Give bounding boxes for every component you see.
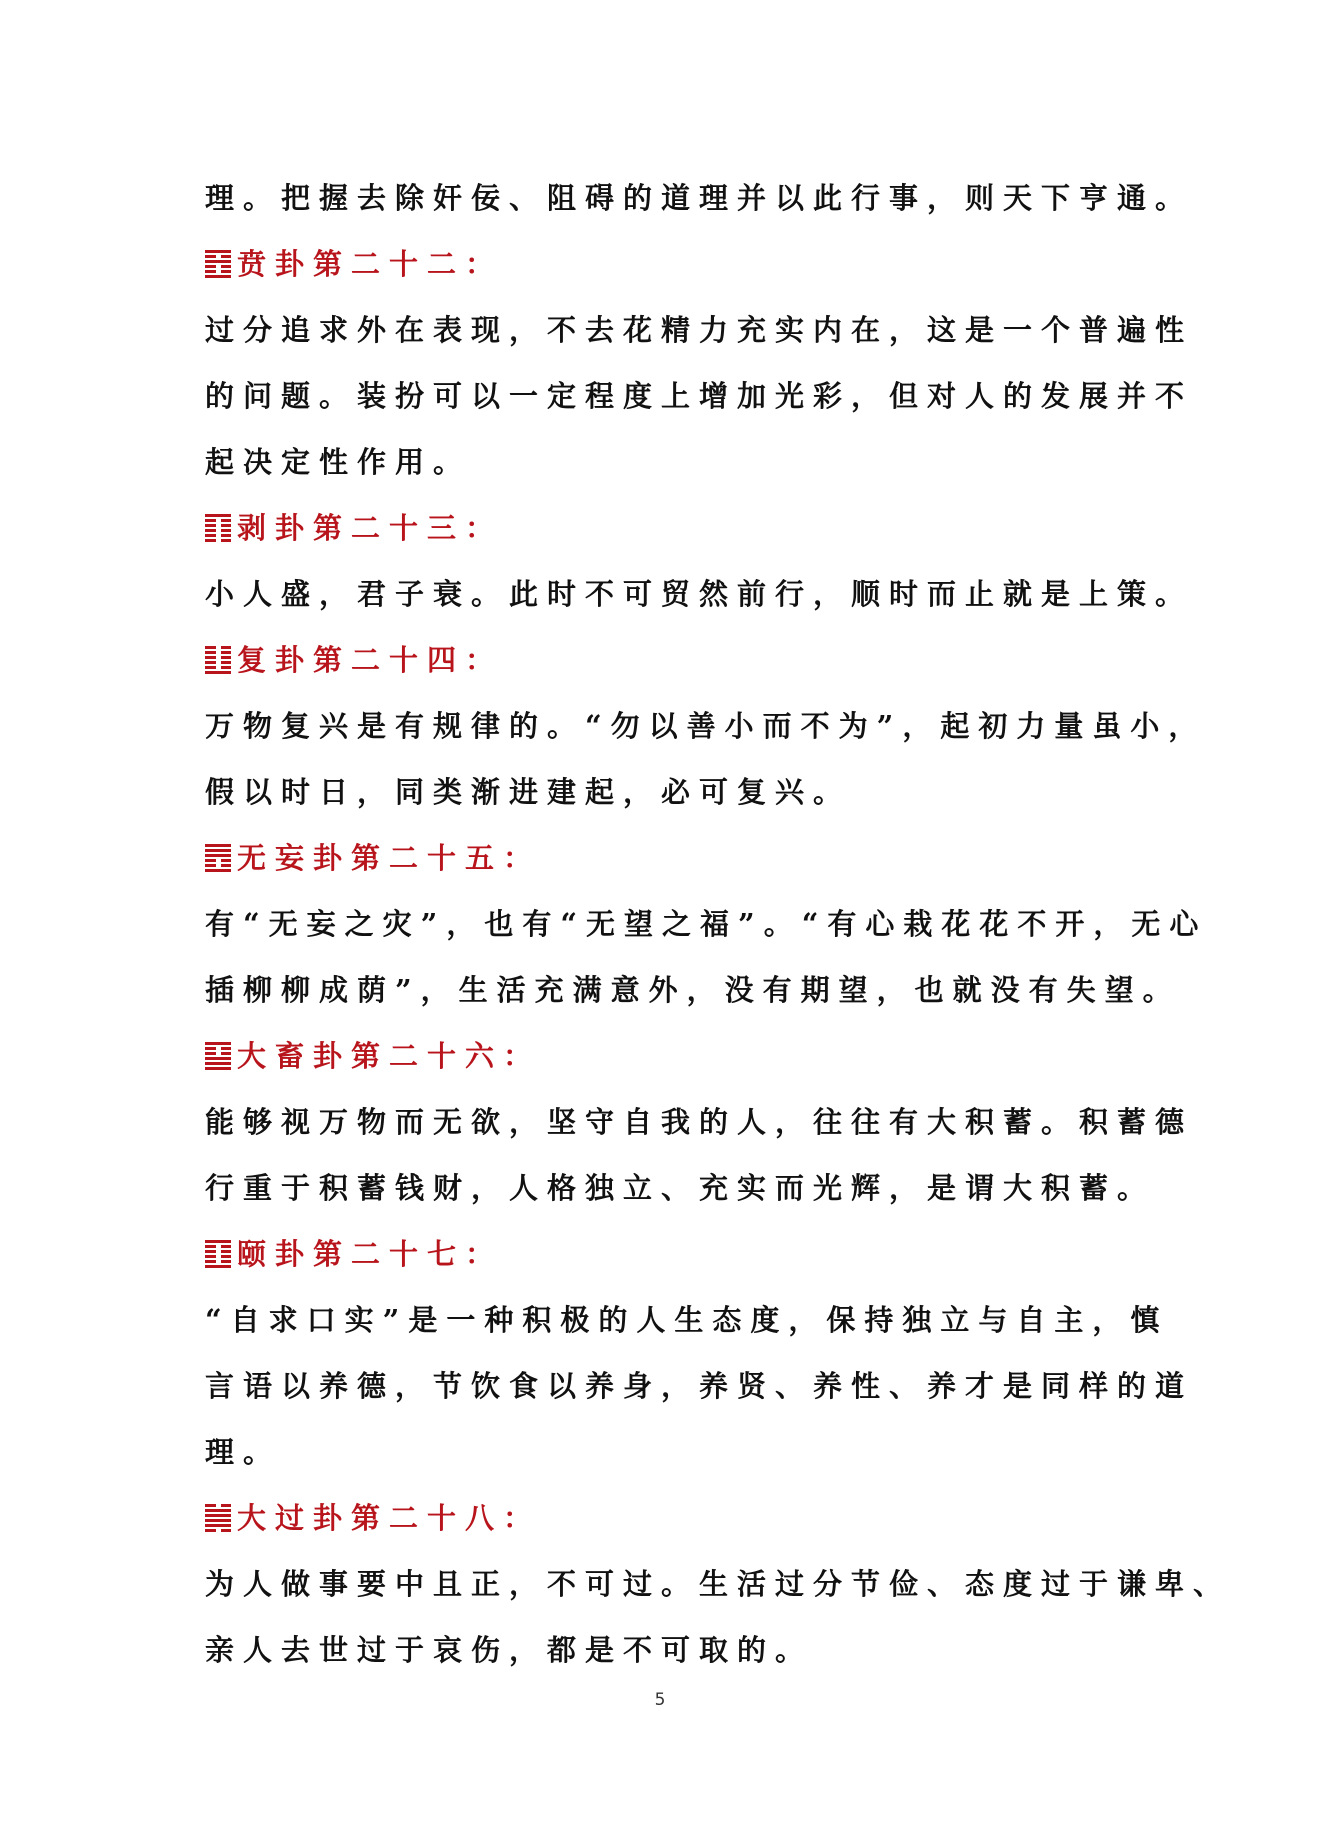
solid-line-icon [205, 514, 231, 517]
section-heading [205, 627, 1125, 693]
solid-line-icon [205, 844, 231, 847]
broken-line-icon [205, 1245, 231, 1248]
section-heading [205, 1485, 1125, 1551]
paragraph-line: 行重于积蓄钱财，人格独立、充实而光辉，是谓大积蓄。 [205, 1171, 1156, 1205]
section-heading-text: 大畜卦第二十六： [237, 1039, 542, 1073]
paragraph-line: 小人盛，君子衰。此时不可贸然前行，顺时而止就是上策。 [205, 577, 1194, 611]
paragraph-line: “自求口实”是一种积极的人生态度，保持独立与自主，慎 [205, 1303, 1169, 1337]
solid-line-icon [205, 849, 231, 852]
hexagram-icon [205, 250, 231, 278]
solid-line-icon [205, 1042, 231, 1045]
broken-line-icon [205, 656, 231, 659]
section-heading [205, 495, 1125, 561]
section-heading-text: 颐卦第二十七： [237, 1237, 504, 1271]
paragraph-line: 插柳柳成荫”，生活充满意外，没有期望，也就没有失望。 [205, 973, 1181, 1007]
section-heading-text: 复卦第二十四： [237, 643, 504, 677]
paragraph-line: 能够视万物而无欲，坚守自我的人，往往有大积蓄。积蓄德 [205, 1105, 1194, 1139]
solid-line-icon [205, 1067, 231, 1070]
broken-line-icon [205, 1047, 231, 1050]
broken-line-icon [205, 1250, 231, 1253]
paragraph-line: 万物复兴是有规律的。“勿以善小而不为”，起初力量虽小， [205, 709, 1207, 743]
solid-line-icon [205, 1519, 231, 1522]
broken-line-icon [205, 519, 231, 522]
paragraph-line: 过分追求外在表现，不去花精力充实内在，这是一个普遍性 [205, 313, 1194, 347]
section-heading-text: 贲卦第二十二： [237, 247, 504, 281]
broken-line-icon [205, 651, 231, 654]
broken-line-icon [205, 859, 231, 862]
section-heading-text: 无妄卦第二十五： [237, 841, 542, 875]
broken-line-icon [205, 524, 231, 527]
paragraph-line: 理。 [205, 1435, 282, 1469]
broken-line-icon [205, 270, 231, 273]
broken-line-icon [205, 1504, 231, 1507]
section-heading [205, 1221, 1125, 1287]
hexagram-icon [205, 844, 231, 872]
broken-line-icon [205, 534, 231, 537]
broken-line-icon [205, 666, 231, 669]
broken-line-icon [205, 646, 231, 649]
hexagram-icon [205, 514, 231, 542]
hexagram-icon [205, 646, 231, 674]
hexagram-icon [205, 1042, 231, 1070]
broken-line-icon [205, 1052, 231, 1055]
solid-line-icon [205, 260, 231, 263]
paragraph-line: 的问题。装扮可以一定程度上增加光彩，但对人的发展并不 [205, 379, 1194, 413]
solid-line-icon [205, 1057, 231, 1060]
solid-line-icon [205, 1265, 231, 1268]
broken-line-icon [205, 661, 231, 664]
solid-line-icon [205, 1240, 231, 1243]
paragraph-line: 有“无妄之灾”，也有“无望之福”。“有心栽花花不开，无心 [205, 907, 1208, 941]
paragraph-line: 言语以养德，节饮食以养身，养贤、养性、养才是同样的道 [205, 1369, 1194, 1403]
broken-line-icon [205, 255, 231, 258]
sections-container [205, 231, 1232, 1683]
solid-line-icon [205, 250, 231, 253]
solid-line-icon [205, 1062, 231, 1065]
hexagram-icon [205, 1504, 231, 1532]
solid-line-icon [205, 854, 231, 857]
broken-line-icon [205, 1255, 231, 1258]
paragraph-line: 为人做事要中且正，不可过。生活过分节俭、态度过于谦卑、 [205, 1567, 1232, 1601]
solid-line-icon [205, 1509, 231, 1512]
broken-line-icon [205, 265, 231, 268]
solid-line-icon [205, 671, 231, 674]
paragraph-line: 起决定性作用。 [205, 445, 472, 479]
section-heading-text: 大过卦第二十八： [237, 1501, 542, 1535]
hexagram-icon [205, 1240, 231, 1268]
continued-paragraph-line: 理。把握去除奸佞、阻碍的道理并以此行事，则天下亨通。 [205, 181, 1194, 215]
solid-line-icon [205, 275, 231, 278]
broken-line-icon [205, 529, 231, 532]
section-heading [205, 1023, 1125, 1089]
solid-line-icon [205, 869, 231, 872]
section-heading [205, 825, 1125, 891]
broken-line-icon [205, 539, 231, 542]
paragraph-line: 亲人去世过于哀伤，都是不可取的。 [205, 1633, 814, 1667]
page-number: 5 [654, 1690, 666, 1710]
solid-line-icon [205, 1514, 231, 1517]
broken-line-icon [205, 1260, 231, 1263]
broken-line-icon [205, 1529, 231, 1532]
broken-line-icon [205, 864, 231, 867]
paragraph-line: 假以时日，同类渐进建起，必可复兴。 [205, 775, 852, 809]
document-body [205, 165, 1232, 1683]
section-heading-text: 剥卦第二十三： [237, 511, 504, 545]
section-heading [205, 231, 1125, 297]
solid-line-icon [205, 1524, 231, 1527]
